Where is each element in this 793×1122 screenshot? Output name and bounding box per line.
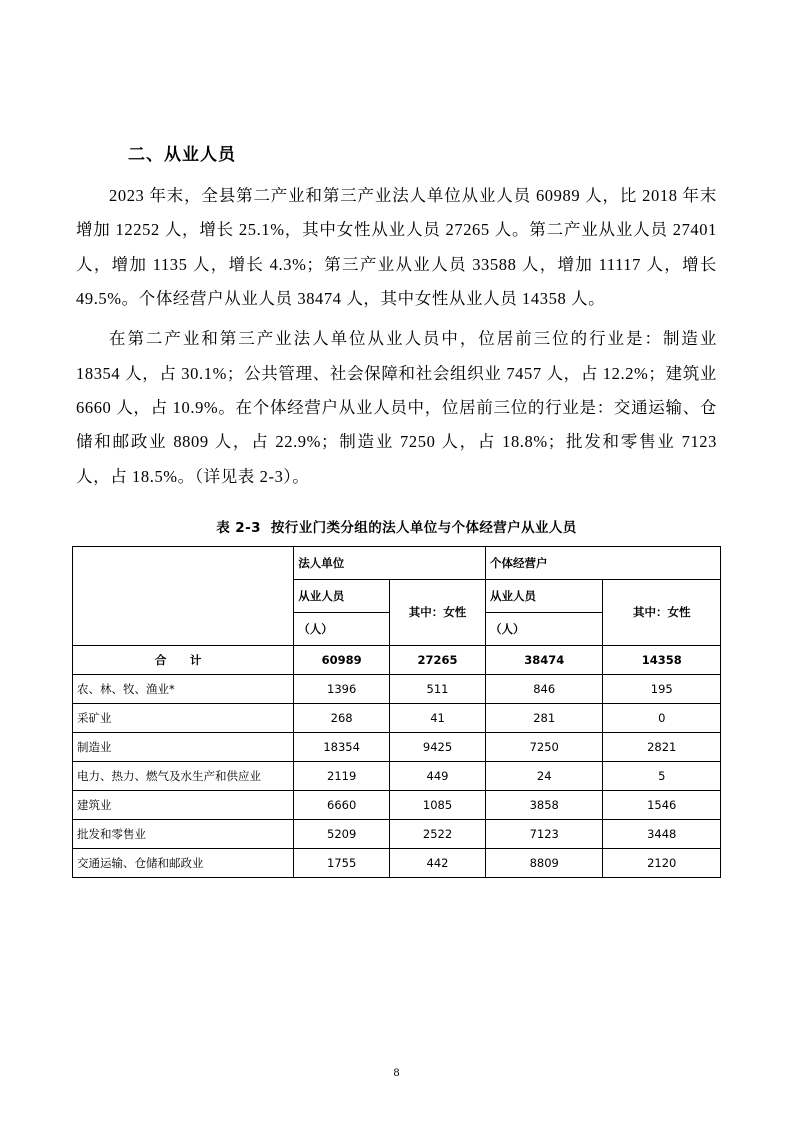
cell-legal-female: 449	[390, 761, 486, 790]
row-label: 制造业	[73, 732, 294, 761]
cell-legal-total: 1396	[294, 674, 390, 703]
table-caption-number: 表 2-3	[216, 519, 261, 536]
section-title: 二、从业人员	[128, 145, 236, 165]
header-individual-group: 个体经营户	[485, 546, 720, 579]
row-label: 交通运输、仓储和邮政业	[73, 848, 294, 877]
row-label: 农、林、牧、渔业*	[73, 674, 294, 703]
cell-legal-total: 60989	[294, 645, 390, 674]
header-legal-employees: 从业人员	[294, 579, 390, 612]
table-row	[73, 761, 721, 790]
header-individual-unit-label: （人）	[485, 612, 603, 645]
table-row	[73, 674, 721, 703]
row-label: 批发和零售业	[73, 819, 294, 848]
cell-individual-total: 846	[485, 674, 603, 703]
cell-individual-female: 14358	[603, 645, 721, 674]
cell-individual-total: 7123	[485, 819, 603, 848]
paragraph-employment-overview: 2023 年末，全县第二产业和第三产业法人单位从业人员 60989 人，比 2018 年末增加 12252 人，增长 25.1%，其中女性从业人员 27265 人。第二产业从业人员 27401 人，增加 1135 人，增长 4.3%；第三产业从业人员 33588 人，增加 11117 人，增长 49.5%。个体经营户从业人员 38474 人，其中女性从业人员 14358 人。	[76, 186, 717, 308]
header-legal-unit-group: 法人单位	[294, 546, 486, 579]
cell-legal-total: 5209	[294, 819, 390, 848]
header-industry-blank	[73, 546, 294, 645]
cell-legal-female: 2522	[390, 819, 486, 848]
cell-individual-total: 7250	[485, 732, 603, 761]
paragraph-top-industries: 在第二产业和第三产业法人单位从业人员中，位居前三位的行业是：制造业 18354 人，占 30.1%；公共管理、社会保障和社会组织业 7457 人，占 12.2%；建筑业 6660 人，占 10.9%。在个体经营户从业人员中，位居前三位的行业是：交通运输、仓储和邮政业 8809 人，占 22.9%；制造业 7250 人，占 18.8%；批发和零售业 7123 人，占 18.5%。（详见表 2-3）。	[76, 329, 717, 486]
cell-individual-total: 3858	[485, 790, 603, 819]
page-number: 8	[393, 1065, 400, 1079]
table-caption	[72, 516, 721, 536]
table-row	[73, 645, 721, 674]
cell-legal-female: 511	[390, 674, 486, 703]
cell-individual-female: 1546	[603, 790, 721, 819]
row-label: 采矿业	[73, 703, 294, 732]
cell-legal-total: 268	[294, 703, 390, 732]
header-legal-unit-label: （人）	[294, 612, 390, 645]
cell-individual-female: 2821	[603, 732, 721, 761]
table-row	[73, 790, 721, 819]
cell-legal-total: 2119	[294, 761, 390, 790]
employment-table	[72, 546, 721, 878]
cell-individual-total: 8809	[485, 848, 603, 877]
cell-individual-total: 38474	[485, 645, 603, 674]
cell-legal-total: 18354	[294, 732, 390, 761]
cell-individual-female: 2120	[603, 848, 721, 877]
cell-individual-total: 24	[485, 761, 603, 790]
row-label: 建筑业	[73, 790, 294, 819]
row-label: 合 计	[73, 645, 294, 674]
row-label: 电力、热力、燃气及水生产和供应业	[73, 761, 294, 790]
cell-individual-female: 5	[603, 761, 721, 790]
cell-legal-female: 41	[390, 703, 486, 732]
table-caption-text: 按行业门类分组的法人单位与个体经营户从业人员	[270, 519, 577, 536]
header-legal-female: 其中：女性	[390, 579, 486, 645]
cell-individual-total: 281	[485, 703, 603, 732]
cell-legal-female: 1085	[390, 790, 486, 819]
cell-individual-female: 195	[603, 674, 721, 703]
cell-legal-female: 9425	[390, 732, 486, 761]
header-individual-female: 其中：女性	[603, 579, 721, 645]
cell-individual-female: 0	[603, 703, 721, 732]
cell-legal-female: 442	[390, 848, 486, 877]
cell-individual-female: 3448	[603, 819, 721, 848]
table-row	[73, 703, 721, 732]
table-row	[73, 819, 721, 848]
cell-legal-female: 27265	[390, 645, 486, 674]
header-individual-employees: 从业人员	[485, 579, 603, 612]
table-row	[73, 732, 721, 761]
table-header-row-group	[73, 546, 721, 579]
table-row	[73, 848, 721, 877]
cell-legal-total: 1755	[294, 848, 390, 877]
cell-legal-total: 6660	[294, 790, 390, 819]
